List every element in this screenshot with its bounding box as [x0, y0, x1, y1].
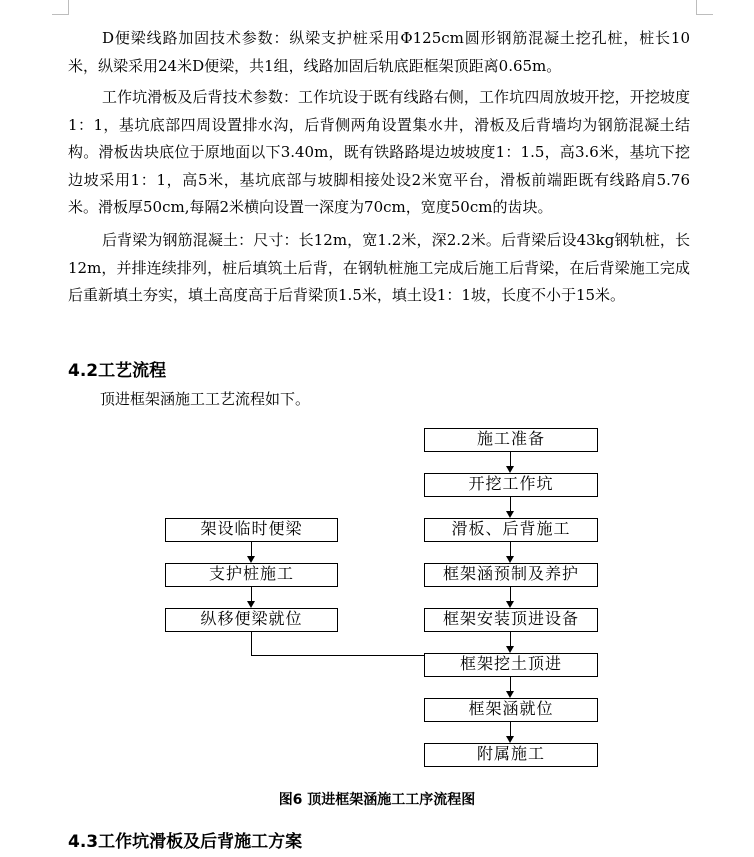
section-intro-text: 顶进框架涵施工工艺流程如下。: [100, 390, 311, 408]
arrow-r2: [506, 511, 514, 518]
flow-step-preparation: 施工准备: [424, 428, 598, 452]
connector-r4: [510, 587, 511, 601]
flow-step-move-beam: 纵移便梁就位: [165, 608, 338, 632]
paragraph-back-beam: 后背梁为钢筋混凝土：尺寸：长12m，宽1.2米，深2.2米。后背梁后设43kg钢轨桩，长12m，并排连续排列，桩后填筑土后背，在钢轨桩施工完成后施工后背梁，在后背梁施工完成后重新填土夯实，填土高度高于后背梁顶1.5米，填土设1：1坡，长度不小于15米。: [68, 231, 690, 304]
crop-mark-left-v: [68, 0, 69, 14]
flow-step-slide-backwall: 滑板、后背施工: [424, 518, 598, 542]
crop-mark-left-h: [52, 14, 69, 15]
arrow-r5: [506, 646, 514, 653]
connector-merge-down: [251, 632, 252, 655]
flow-step-in-place: 框架涵就位: [424, 698, 598, 722]
flow-step-dig-and-jack: 框架挖土顶进: [424, 653, 598, 677]
flow-step-support-piles: 支护桩施工: [165, 563, 338, 587]
connector-r7: [510, 722, 511, 736]
arrow-l2: [247, 601, 255, 608]
connector-r3: [510, 542, 511, 556]
crop-mark-right-h: [696, 14, 713, 15]
section-heading-4-3: 4.3工作坑滑板及后背施工方案: [68, 832, 303, 852]
flow-step-install-jacking: 框架安装顶进设备: [424, 608, 598, 632]
connector-r1: [510, 452, 511, 466]
arrow-r4: [506, 601, 514, 608]
arrow-r3: [506, 556, 514, 563]
connector-r2: [510, 497, 511, 511]
connector-l1: [251, 542, 252, 556]
paragraph-work-pit: 工作坑滑板及后背技术参数：工作坑设于既有线路右侧，工作坑四周放坡开挖，开挖坡度1：1，基坑底部四周设置排水沟，后背侧两角设置集水井，滑板及后背墙均为钢筋混凝土结构。滑板齿块底位于原地面以下3.40m，既有铁路路堤边坡坡度1：1.5，高3.6米，基坑下挖边坡采用1：1，高5米，基坑底部与坡脚相接处设2米宽平台，滑板前端距既有线路肩5.76米。滑板厚50cm,每隔2米横向设置一深度为70cm，宽度50cm的齿块。: [68, 88, 690, 216]
flow-step-ancillary: 附属施工: [424, 743, 598, 767]
figure-caption: 图6 顶进框架涵施工工序流程图: [278, 792, 476, 808]
connector-r5: [510, 632, 511, 646]
connector-merge-across: [251, 655, 424, 656]
arrow-r6: [506, 691, 514, 698]
section-heading-4-2: 4.2工艺流程: [68, 361, 167, 381]
flow-step-excavate-pit: 开挖工作坑: [424, 473, 598, 497]
arrow-r7: [506, 736, 514, 743]
connector-r6: [510, 677, 511, 691]
arrow-l1: [247, 556, 255, 563]
arrow-r1: [506, 466, 514, 473]
paragraph-d-beam: D便梁线路加固技术参数：纵梁支护桩采用Φ125cm圆形钢筋混凝土挖孔桩，桩长10米，纵梁采用24米D便梁，共1组，线路加固后轨底距框架顶距离0.65m。: [68, 29, 690, 75]
connector-l2: [251, 587, 252, 601]
flow-step-temp-beam: 架设临时便梁: [165, 518, 338, 542]
flow-step-prefab-curing: 框架涵预制及养护: [424, 563, 598, 587]
crop-mark-right-v: [696, 0, 697, 14]
